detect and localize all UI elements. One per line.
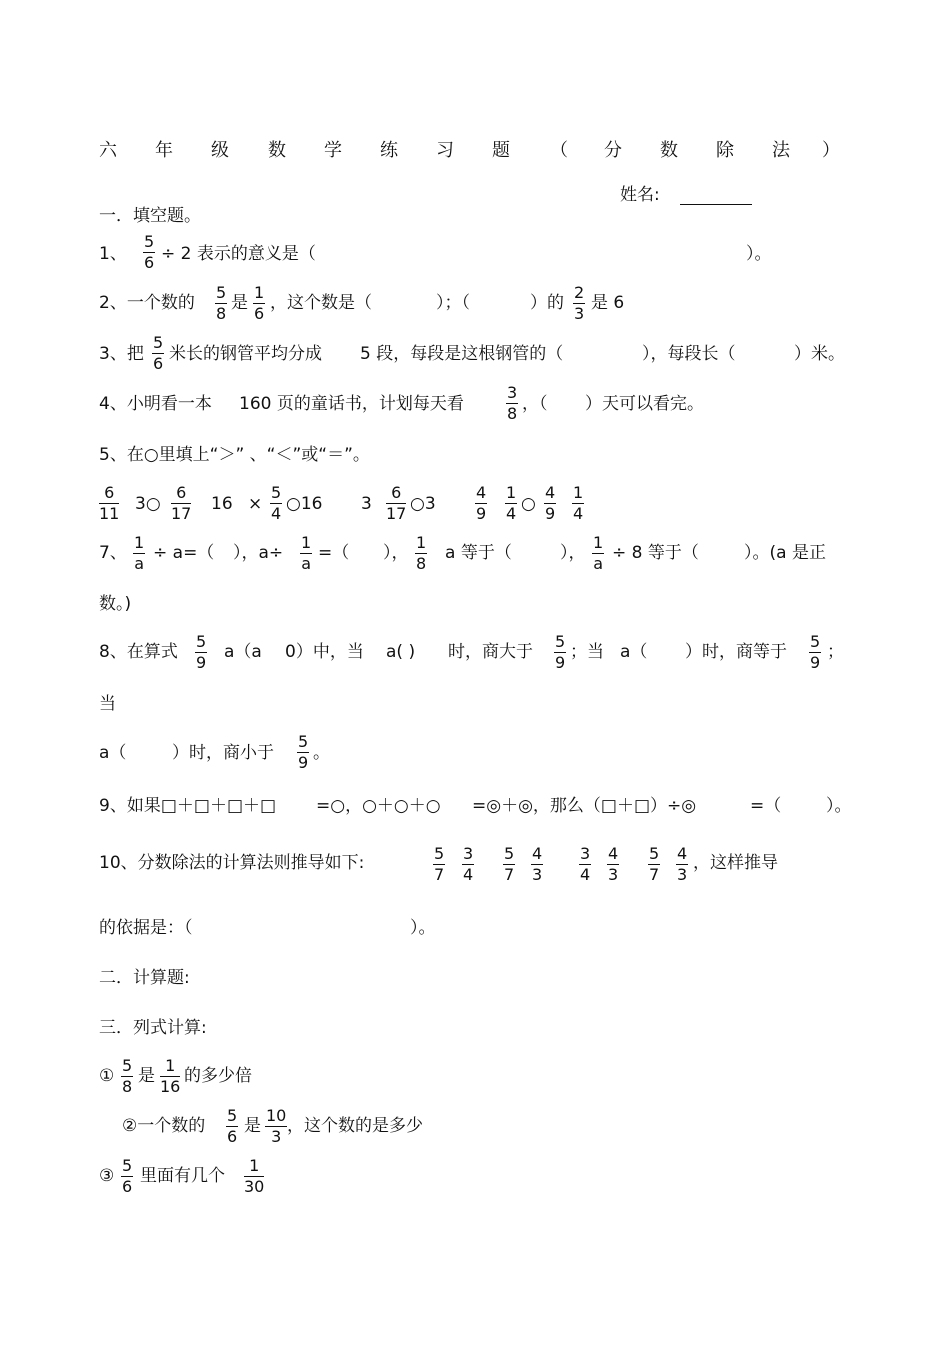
c1-text: ① [99,1066,115,1086]
fraction: $\frac{6}{17}$ [386,483,407,523]
q7-text: ）。(a 是正 [744,543,826,563]
c2-text: 是 [244,1116,261,1136]
q10-text: ）。 [410,918,436,938]
fraction: $\frac{5}{7}$ [649,844,660,884]
compare-text: ○ [521,494,536,514]
q1-text-end: ）。 [746,244,772,264]
q9-text: 9、如果□＋□＋□＋□ [99,796,277,816]
q10-text: 10、分数除法的计算法则推导如下: [99,853,365,873]
fraction: $\frac{10}{3}$ [266,1106,287,1146]
fraction: $\frac{6}{11}$ [99,483,120,523]
compare-text: ○16 [286,494,323,514]
q4-text: 160 页的童话书，计划每天看 [239,394,464,414]
q7-text: ÷ a=（ [153,543,215,563]
title-char: 题 [492,140,510,161]
fraction: $\frac{5}{9}$ [810,632,821,672]
section-fill-blank-heading: 一．填空题。 [99,206,201,226]
fraction: $\frac{1}{16}$ [160,1056,181,1096]
title-char: ） [822,140,840,161]
q8-text: ；当 [570,642,604,662]
c2-text: ，这个数的是多少 [287,1116,423,1136]
q7-text: 数。) [99,594,132,614]
title-char: 练 [380,140,398,161]
q8-text: 8、在算式 [99,642,178,662]
q4-text: 4、小明看一本 [99,394,212,414]
q8-text: ）时，商等于 [685,642,787,662]
fraction: $\frac{1}{a}$ [593,533,604,573]
fraction: $\frac{5}{4}$ [271,483,282,523]
fraction: $\frac{4}{9}$ [476,483,487,523]
q8-text: a( ) [386,642,416,662]
c2-text: ②一个数的 [122,1116,206,1136]
fraction: $\frac{5}{6}$ [122,1156,133,1196]
fraction: $\frac{3}{4}$ [580,844,591,884]
fraction: $\frac{1}{a}$ [134,533,145,573]
q9-text: =（ [750,796,782,816]
title-char: 分 [604,140,622,161]
q7-text: =（ [318,543,350,563]
fraction: $\frac{5}{9}$ [555,632,566,672]
q3-text: 5 段，每段是这根钢管的（ [360,344,564,364]
q2-text: 是 [231,293,248,313]
q3-text: 3、把 [99,344,144,364]
title-char: 年 [155,140,173,161]
title-char: 数 [660,140,678,161]
fraction: $\frac{4}{3}$ [532,844,543,884]
q8-text: 当 [99,694,116,714]
fraction: $\frac{5}{9}$ [298,732,309,772]
fraction: $\frac{3}{8}$ [507,383,518,423]
q3-text: ），每段长（ [642,344,736,364]
title-char: 习 [436,140,454,161]
q7-text: ）， [560,543,586,563]
fraction: $\frac{1}{30}$ [244,1156,265,1196]
q1-number: 1、 [99,244,127,264]
fraction: $\frac{5}{6}$ [153,333,164,373]
q9-text: =○，○＋○＋○ [316,796,441,816]
fraction: $\frac{2}{3}$ [574,283,585,323]
q8-text: 时，商大于 [448,642,533,662]
title-char: 六 [99,140,117,161]
q7-text: ），a÷ [233,543,284,563]
fraction: $\frac{1}{4}$ [506,483,517,523]
q10-text: 的依据是：（ [99,918,193,938]
fraction: $\frac{3}{4}$ [463,844,474,884]
title-char: 级 [211,140,229,161]
fraction: $\frac{1}{6}$ [254,283,265,323]
fraction: $\frac{5}{6}$ [144,232,155,272]
fraction: $\frac{5}{8}$ [122,1056,133,1096]
q2-text: ，这个数是（ [270,293,372,313]
fraction: $\frac{5}{7}$ [434,844,445,884]
fraction: $\frac{4}{3}$ [677,844,688,884]
q9-text: ）。 [826,796,852,816]
q8-text: ）时，商小于 [172,743,274,763]
q5-text: 5、在○里填上“＞” 、“＜”或“＝”。 [99,445,370,465]
q8-text: 。 [313,743,330,763]
c3-text: 里面有几个 [140,1166,225,1186]
compare-text: 16 [211,494,233,514]
title-char: 法 [772,140,790,161]
section-word-problems-heading: 三．列式计算: [99,1018,207,1038]
fraction: $\frac{1}{4}$ [573,483,584,523]
title-char: 数 [268,140,286,161]
fraction: $\frac{1}{a}$ [301,533,312,573]
fraction: $\frac{5}{6}$ [227,1106,238,1146]
q8-text: ； [827,642,844,662]
q8-text: a（ [99,743,127,763]
q8-text: a（a [224,642,262,662]
q8-text: a（ [620,642,648,662]
title-char: （ [550,140,568,161]
q2-text: ）；（ [436,293,470,313]
fraction: $\frac{4}{9}$ [545,483,556,523]
name-label: 姓名: [620,185,660,205]
q2-text: 2、一个数的 [99,293,195,313]
q8-text: 0）中，当 [285,642,364,662]
q1-text: ÷ 2 表示的意义是（ [161,244,316,264]
fraction: $\frac{5}{9}$ [196,632,207,672]
compare-text: 3○ [135,494,161,514]
name-blank[interactable] [680,204,752,205]
compare-text: ○3 [410,494,436,514]
title-char: 学 [324,140,342,161]
title-char: 除 [716,140,734,161]
q7-text: a 等于（ [445,543,512,563]
compare-text: 3 [361,494,372,514]
q7-text: 7、 [99,543,127,563]
fraction: $\frac{6}{17}$ [171,483,192,523]
q7-text: ）， [383,543,409,563]
q10-text: ，这样推导 [693,853,778,873]
fraction: $\frac{5}{7}$ [504,844,515,884]
section-calculation-heading: 二．计算题: [99,968,190,988]
fraction: $\frac{1}{8}$ [416,533,427,573]
q2-text: 是 6 [591,293,625,313]
q4-text: ）天可以看完。 [585,394,704,414]
q7-text: ÷ 8 等于（ [612,543,699,563]
fraction: $\frac{5}{8}$ [216,283,227,323]
q3-text: 米长的钢管平均分成 [169,344,322,364]
q3-text: ）米。 [794,344,845,364]
q4-text: ，（ [522,394,548,414]
compare-text: × [248,494,263,514]
fraction: $\frac{4}{3}$ [608,844,619,884]
c1-text: 是 [138,1066,155,1086]
q2-text: ）的 [530,293,564,313]
c1-text: 的多少倍 [184,1066,252,1086]
c3-text: ③ [99,1166,115,1186]
q9-text: =◎＋◎，那么（□＋□）÷◎ [472,796,697,816]
